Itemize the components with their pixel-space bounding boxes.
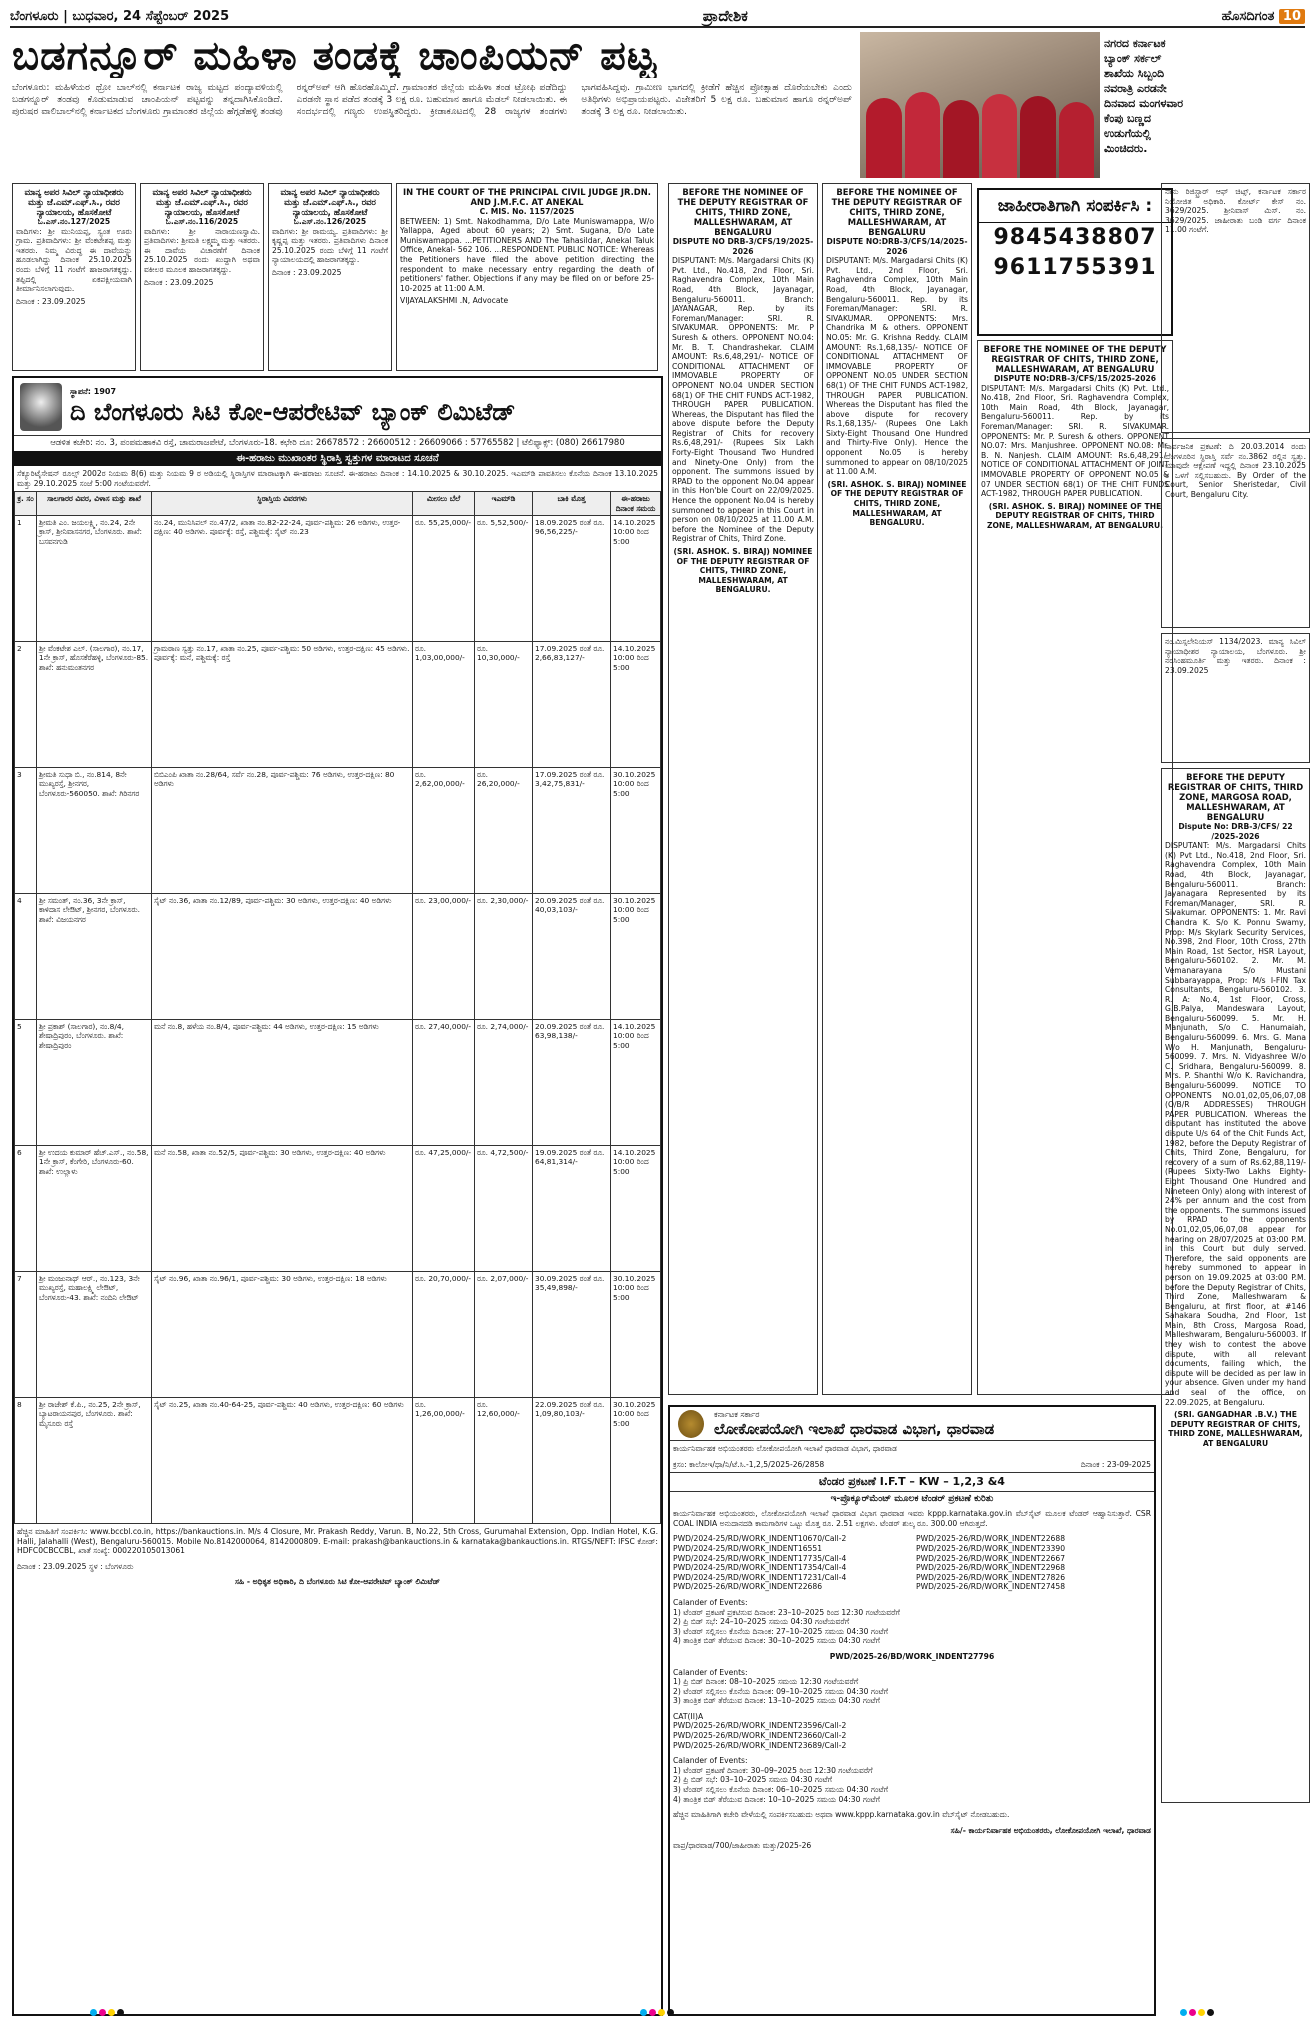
right-notice-2: ಸಾರ್ವಜನಿಕ ಪ್ರಕಟಣೆ: ದಿ 20.03.2014 ರಂದು ಬೆಂಗಳೂರಿನ ಸ್ಥಿರಾಸ್ತಿ ಸರ್ವೆ ನಂ.3862 ರಲ್ಲಿನ ಸ್ವತ್ತು. ಯಾವುದೇ ಆಕ್ಷೇಪಣೆ ಇದ್ದಲ್ಲಿ ದಿನಾಂಕ 23.10.2025 ರ ಒಳಗೆ ಸಲ್ಲಿಸಬಹುದು. By Order of the Court, Senior Sheristedar, Civil Court, Bengaluru City. bbox=[1161, 438, 1310, 628]
table-cell: ಸೈಟ್ ನಂ.96, ಖಾತಾ ನಂ.96/1, ಪೂರ್ವ-ಪಶ್ಚಿಮ: 30 ಅಡಿಗಳು, ಉತ್ತರ-ದಕ್ಷಿಣ: 18 ಅಡಿಗಳು bbox=[152, 1272, 413, 1398]
table-row bbox=[15, 894, 661, 1020]
tender-sign: ಸಹಿ/- ಕಾರ್ಯನಿರ್ವಾಹಕ ಅಭಿಯಂತರರು, ಲೋಕೋಪಯೋಗಿ ಇಲಾಖೆ, ಧಾರವಾಡ bbox=[950, 1825, 1151, 1835]
tender-heading: ಇ-ಪ್ರೊಕ್ಯೂರ್‌ಮೆಂಟ್ ಮೂಲಕ ಟೆಂಡರ್ ಪ್ರಕಟಣೆ ಕುರಿತು bbox=[830, 1494, 994, 1505]
masthead bbox=[10, 6, 1305, 28]
list-item: 1) ಟೆಂಡರ್ ಪ್ರಕಟಣೆ ದಿನಾಂಕ: 30–09–2025 ರಿಂದ 12:30 ಗಂಟೆಯವರೆಗೆ bbox=[673, 1765, 873, 1775]
list-item: PWD/2025-26/RD/WORK_INDENT27458 bbox=[916, 1582, 1066, 1592]
table-cell: ರೂ. 23,00,000/- bbox=[413, 894, 475, 1020]
table-cell: 19.09.2025 ರಂತೆ ರೂ. 64,81,314/- bbox=[533, 1146, 611, 1272]
list-item: CAT(II)A bbox=[673, 1711, 704, 1721]
table-cell: 30.10.2025 10:00 ರಿಂದ 5:00 bbox=[611, 768, 661, 894]
headline: ಬಡಗನ್ನೂರ್ ಮಹಿಳಾ ತಂಡಕ್ಕೆ ಚಾಂಪಿಯನ್ ಪಟ್ಟ bbox=[12, 32, 657, 78]
table-cell: 20.09.2025 ರಂತೆ ರೂ. 63,98,138/- bbox=[533, 1020, 611, 1146]
table-cell: ರೂ. 2,62,00,000/- bbox=[413, 768, 475, 894]
table-cell: 30.10.2025 10:00 ರಿಂದ 5:00 bbox=[611, 1272, 661, 1398]
table-cell: ರೂ. 2,07,000/- bbox=[475, 1272, 533, 1398]
table-cell: ರೂ. 27,40,000/- bbox=[413, 1020, 475, 1146]
table-cell: ರೂ. 4,72,500/- bbox=[475, 1146, 533, 1272]
list-item: PWD/2025-26/RD/WORK_INDENT22667 bbox=[916, 1553, 1066, 1563]
page-number: 10 bbox=[1279, 9, 1305, 24]
tender-body: ಕಾರ್ಯನಿರ್ವಾಹಕ ಅಭಿಯಂತರರು, ಲೋಕೋಪಯೋಗಿ ಇಲಾಖೆ ಧಾರವಾಡ ವಿಭಾಗ ಧಾರವಾಡ ಇವರು kppp.karnataka.gov.in ವೆಬ್‌ಸೈಟ್ ಮೂಲಕ ಟೆಂಡರ್ ಆಹ್ವಾನಿಸುತ್ತಾರೆ. CSR COAL INDIA ಅನುದಾನದಡಿ ಕಾಮಗಾರಿಗಳ ಒಟ್ಟು ಮೊತ್ತ ರೂ. 2.51 ಲಕ್ಷಗಳು. ಟೆಂಡರ್ ಶುಲ್ಕ ರೂ. 300.00 ಆಗಿರುತ್ತದೆ. bbox=[673, 1509, 1151, 1528]
list-item: PWD/2024-25/RD/WORK_INDENT10670/Call-2 bbox=[673, 1534, 847, 1544]
list-item: 2) ಪ್ರಿ ಬಿಡ್ ಸಭೆ: 03–10–2025 ಸಮಯ 04:30 ಗಂಟೆಗೆ bbox=[673, 1775, 833, 1785]
table-cell: 20.09.2025 ರಂತೆ ರೂ. 40,03,103/- bbox=[533, 894, 611, 1020]
bank-address: ಆಡಳಿತ ಕಚೇರಿ: ನಂ. 3, ಪಂಪಮಹಾಕವಿ ರಸ್ತೆ, ಚಾಮರಾಜಪೇಟೆ, ಬೆಂಗಳೂರು-18. ಕಛೇರಿ ದೂ: 26678572 : 26600512 : 26609066 : 57765582 | ಟೆಲಿಫ್ಯಾಕ್ಸ್: (080) 26617980 bbox=[50, 438, 625, 448]
table-cell: ರೂ. 55,25,000/- bbox=[413, 516, 475, 642]
list-item: 3) ತಾಂತ್ರಿಕ ಬಿಡ್ ತೆರೆಯುವ ದಿನಾಂಕ: 13–10–2025 ಸಮಯ 04:30 ಗಂಟೆಗೆ bbox=[673, 1696, 880, 1706]
phone-2: 9611755391 bbox=[993, 255, 1157, 280]
table-cell: 18.09.2025 ರಂತೆ ರೂ. 96,56,225/- bbox=[533, 516, 611, 642]
list-item: PWD/2025-26/RD/WORK_INDENT22688 bbox=[916, 1534, 1066, 1544]
list-item: 3) ಟೆಂಡರ್ ಸಲ್ಲಿಸಲು ಕೊನೆಯ ದಿನಾಂಕ: 27–10–2025 ಸಮಯ 04:30 ಗಂಟೆಗೆ bbox=[673, 1626, 889, 1636]
tender-calendar-1 bbox=[670, 1595, 1154, 1649]
table-row bbox=[15, 768, 661, 894]
table-cell: 14.10.2025 10:00 ರಿಂದ 5:00 bbox=[611, 1020, 661, 1146]
list-item: Calander of Events: bbox=[673, 1667, 748, 1677]
bank-header bbox=[14, 378, 661, 436]
list-item: PWD/2025-26/RD/WORK_INDENT23390 bbox=[916, 1543, 1066, 1553]
masthead-brand bbox=[1222, 9, 1305, 24]
list-item: 4) ತಾಂತ್ರಿಕ ಬಿಡ್ ತೆರೆಯುವ ದಿನಾಂಕ: 10–10–2025 ಸಮಯ 04:30 ಗಂಟೆಗೆ bbox=[673, 1794, 880, 1804]
table-cell: ರೂ. 2,74,000/- bbox=[475, 1020, 533, 1146]
news-story: ಬೆಂಗಳೂರು: ಮಹಿಳೆಯರ ಥ್ರೋ ಬಾಲ್‌ನಲ್ಲಿ ಕರ್ನಾಟಕ ರಾಜ್ಯ ಮಟ್ಟದ ಪಂದ್ಯಾವಳಿಯಲ್ಲಿ ಬಡಗನ್ನೂರ್ ತಂಡವು ಕೊಡುಮಾಡುವ ಚಾಂಪಿಯನ್ ಪಟ್ಟವನ್ನು ತನ್ನದಾಗಿಸಿಕೊಂಡಿದೆ. ಪುರುಷರ ವಾಲಿಬಾಲ್‌ನಲ್ಲಿ ಕರ್ನಾಟಕದ ಬೆಂಗಳೂರು ಗ್ರಾಮಾಂತರ ಜಿಲ್ಲೆಯ ಹೆಗ್ಗಡೆಹಳ್ಳಿ ತಂಡವು ರನ್ನರ್‌ಅಪ್ ಆಗಿ ಹೊರಹೊಮ್ಮಿದೆ. ಗ್ರಾಮಾಂತರ ಜಿಲ್ಲೆಯ ಮಹಿಳಾ ತಂಡ ಟ್ರೋಫಿ ಪಡೆದಿದ್ದು ಎರಡನೇ ಸ್ಥಾನ ಪಡೆದ ತಂಡಕ್ಕೆ 3 ಲಕ್ಷ ರೂ. ಬಹುಮಾನ ಹಾಗೂ ಮೆಡಲ್ ನೀಡಲಾಯಿತು. ಈ ಸಂದರ್ಭದಲ್ಲಿ ಗಣ್ಯರು ಉಪಸ್ಥಿತರಿದ್ದರು. ಕ್ರೀಡಾಕೂಟದಲ್ಲಿ 28 ರಾಜ್ಯಗಳ ತಂಡಗಳು ಭಾಗವಹಿಸಿದ್ದವು. ಗ್ರಾಮೀಣ ಭಾಗದಲ್ಲಿ ಕ್ರೀಡೆಗೆ ಹೆಚ್ಚಿನ ಪ್ರೋತ್ಸಾಹ ದೊರೆಯಬೇಕು ಎಂದು ಅತಿಥಿಗಳು ಅಭಿಪ್ರಾಯಪಟ್ಟರು. ವಿಜೇತರಿಗೆ 5 ಲಕ್ಷ ರೂ. ಬಹುಮಾನ ಹಾಗೂ ರನ್ನರ್‌ಅಪ್ ತಂಡಕ್ಕೆ 3 ಲಕ್ಷ ರೂ. ನೀಡಲಾಯಿತು. bbox=[12, 82, 852, 117]
table-cell: ಶ್ರೀ ರಾಜೇಶ್ ಕೆ.ಪಿ., ನಂ.25, 2ನೇ ಕ್ರಾಸ್, ಬ್ಯಾಟರಾಯನಪುರ, ಬೆಂಗಳೂರು. ಶಾಖೆ: ಮೈಸೂರು ರಸ್ತೆ bbox=[37, 1398, 152, 1524]
table-cell: ರೂ. 1,03,00,000/- bbox=[413, 642, 475, 768]
tender-indents bbox=[670, 1531, 1154, 1595]
table-cell: ರೂ. 10,30,000/- bbox=[475, 642, 533, 768]
tender-title: ಟೆಂಡರ ಪ್ರಕಟಣೆ I.F.T – KW – 1,2,3 &4 bbox=[670, 1472, 1154, 1492]
table-cell: 14.10.2025 10:00 ರಿಂದ 5:00 bbox=[611, 1146, 661, 1272]
list-item: 2) ಟೆಂಡರ್ ಸಲ್ಲಿಸಲು ಕೊನೆಯ ದಿನಾಂಕ: 09–10–2025 ಸಮಯ 04:30 ಗಂಟೆಗೆ bbox=[673, 1686, 889, 1696]
list-item: Calander of Events: bbox=[673, 1597, 748, 1607]
table-cell: 7 bbox=[15, 1272, 37, 1398]
table-row bbox=[15, 1020, 661, 1146]
phone-1: 9845438807 bbox=[993, 225, 1157, 250]
registration-dots-mid bbox=[640, 2009, 674, 2017]
brand-name: ಹೊಸದಿಗಂತ bbox=[1221, 8, 1275, 24]
table-cell: ರೂ. 1,26,00,000/- bbox=[413, 1398, 475, 1524]
table-row bbox=[15, 642, 661, 768]
table-cell: 3 bbox=[15, 768, 37, 894]
section-name: ಪ್ರಾದೇಶಿಕ bbox=[702, 7, 748, 25]
tender-ref-row bbox=[670, 1457, 1154, 1473]
auction-footer: ಹೆಚ್ಚಿನ ಮಾಹಿತಿಗೆ ಸಂಪರ್ಕಿಸಿ: www.bccbl.co.in, https://bankauctions.in. M/s 4 Closure, Mr. Prakash Reddy, Varun. B, No.22, 5th Cross, Gurumahal Extension, Opp. Indian Hotel, K.G. Halli, Jalahalli (West), Bengaluru-560015. Mobile No.8142000064, 8142000809. E-mail: prakash@bankauctions.in & karnataka@bankauctions.in. RTGS/NEFT: IFSC ಕೋಡ್: HDFC0CBCCBL, ಖಾತೆ ಸಂಖ್ಯೆ: 000220105013061 bbox=[17, 1527, 658, 1556]
table-cell: ರೂ. 5,52,500/- bbox=[475, 516, 533, 642]
tender-calendar-2 bbox=[670, 1665, 1154, 1709]
table-cell: ನಂ.24, ಮುನಿಸಿಪಲ್ ನಂ.47/2, ಖಾತಾ ನಂ.82-22-24, ಪೂರ್ವ-ಪಶ್ಚಿಮ: 26 ಅಡಿಗಳು, ಉತ್ತರ-ದಕ್ಷಿಣ: 40 ಅಡಿಗಳು. ಪೂರ್ವಕ್ಕೆ: ರಸ್ತೆ, ಪಶ್ಚಿಮಕ್ಕೆ: ಸೈಟ್ ನಂ.23 bbox=[152, 516, 413, 642]
table-cell: ಸೈಟ್ ನಂ.25, ಖಾತಾ ನಂ.40-64-25, ಪೂರ್ವ-ಪಶ್ಚಿಮ: 40 ಅಡಿಗಳು, ಉತ್ತರ-ದಕ್ಷಿಣ: 60 ಅಡಿಗಳು bbox=[152, 1398, 413, 1524]
tender-dept: ಲೋಕೋಪಯೋಗಿ ಇಲಾಖೆ ಧಾರವಾಡ ವಿಭಾಗ, ಧಾರವಾಡ bbox=[714, 1419, 995, 1438]
table-row bbox=[15, 1398, 661, 1524]
table-cell: 14.10.2025 10:00 ರಿಂದ 5:00 bbox=[611, 516, 661, 642]
auction-sign: ಸಹಿ - ಅಧಿಕೃತ ಅಧಿಕಾರಿ, ದಿ ಬೆಂಗಳೂರು ಸಿಟಿ ಕೋ-ಆಪರೇಟಿವ್ ಬ್ಯಾಂಕ್ ಲಿಮಿಟೆಡ್ bbox=[234, 1577, 440, 1587]
court-notice-3: ಮಾನ್ಯ ಅಪರ ಸಿವಿಲ್ ನ್ಯಾಯಾಧೀಶರು ಮತ್ತು ಜೆ.ಎಮ್.ಎಫ್.ಸಿ., ರವರ ನ್ಯಾಯಾಲಯ, ಹೊಸಕೋಟೆ ಓ.ಎಸ್.ನಂ.126/2025 ವಾದಿಗಳು: ಶ್ರೀ ರಾಮಯ್ಯ. ಪ್ರತಿವಾದಿಗಳು: ಶ್ರೀ ಕೃಷ್ಣಪ್ಪ ಮತ್ತು ಇತರರು. ಪ್ರತಿವಾದಿಗಳು ದಿನಾಂಕ 25.10.2025 ರಂದು ಬೆಳಿಗ್ಗೆ 11 ಗಂಟೆಗೆ ನ್ಯಾಯಾಲಯದಲ್ಲಿ ಹಾಜರಾಗತಕ್ಕದ್ದು. ದಿನಾಂಕ : 23.09.2025 bbox=[268, 183, 392, 371]
bank-logo-icon bbox=[20, 383, 62, 431]
table-cell: ಶ್ರೀ ವೆಂಕಟೇಶ ಎಲ್. (ಸಾಲಗಾರ), ನಂ.17, 1ನೇ ಕ್ರಾಸ್, ಹೊಸಕೆರೆಹಳ್ಳಿ, ಬೆಂಗಳೂರು-85. ಶಾಖೆ: ಹನುಮಂತನಗರ bbox=[37, 642, 152, 768]
chits-notice-2: BEFORE THE NOMINEE OF THE DEPUTY REGISTRAR OF CHITS, THIRD ZONE, MALLESHWARAM, AT BENGALURU DISPUTE NO:DRB-3/CFS/14/2025-2026 DISPUTANT: M/s. Margadarsi Chits (K) Pvt. Ltd., 2nd Floor, Sri. Raghavendra Complex, 10th Main Road, 4th Block, Jayanagar, Bengaluru-560011. Rep. by its Foreman/Manager: SRI. R. SIVAKUMAR. OPPONENTS: Mrs. Chandrika M & others. OPPONENT NO.05: Mr. G. Krishna Reddy. CLAIM AMOUNT: Rs.1,68,135/- NOTICE OF CONDITIONAL ATTACHMENT OF IMMOVABLE PROPERTY OF OPPONENT NO.05 UNDER SECTION 68(1) OF THE CHIT FUNDS ACT-1982, THROUGH PAPER PUBLICATION. Whereas the Disputant has filed the above dispute for recovery Rs.1,68,135/- (Rupees One Lakh Sixty-Eight Thousand One Hundred and Thirty-Five Only). Hence the opponent No.05 is hereby summoned to appear on 08/10/2025 at 11.00 A.M. (SRI. ASHOK. S. BIRAJ) NOMINEE OF THE DEPUTY REGISTRAR OF CHITS, THIRD ZONE, MALLESHWARAM, AT BENGALURU. bbox=[822, 183, 972, 1395]
tender-calendar-3 bbox=[670, 1753, 1154, 1807]
table-row bbox=[15, 516, 661, 642]
tender-header bbox=[670, 1407, 1154, 1441]
list-item: PWD/2024-25/RD/WORK_INDENT17354/Call-4 bbox=[673, 1563, 847, 1573]
table-cell: ರೂ. 26,20,000/- bbox=[475, 768, 533, 894]
tender-govt: ಕರ್ನಾಟಕ ಸರ್ಕಾರ bbox=[714, 1409, 760, 1419]
right-notice-1: ನಾನು ರಿಜಿಸ್ಟ್ರಾರ್ ಆಫ್ ಚಿಟ್ಸ್, ಕರ್ನಾಟಕ ಸರ್ಕಾರ ನಿಯೋಜಿತ ಅಧಿಕಾರಿ. ಕೋರ್ಟ್ ಕೇಸ್ ನಂ. 3629/2025. ಶ್ರೀನಿವಾಸ್ ಮಿಸ್. ನಂ. 3629/2025. ಜಾಹೀರಾತು ಬಂಡಿ ವರ್ಗ ದಿನಾಂಕ 11.00 ಗಂಟೆಗೆ. bbox=[1161, 183, 1310, 433]
table-row bbox=[15, 1272, 661, 1398]
tender-closing: ಹೆಚ್ಚಿನ ಮಾಹಿತಿಗಾಗಿ ಕಚೇರಿ ವೇಳೆಯಲ್ಲಿ ಸಂಪರ್ಕಿಸಬಹುದು ಅಥವಾ www.kppp.karnataka.gov.in ವೆಬ್‌ಸೈಟ್ ನೋಡಬಹುದು. bbox=[673, 1810, 1010, 1820]
table-cell: 30.09.2025 ರಂತೆ ರೂ. 35,49,898/- bbox=[533, 1272, 611, 1398]
table-cell: ಶ್ರೀಮತಿ ಸುಧಾ ಬಿ., ನಂ.814, 8ನೇ ಮುಖ್ಯರಸ್ತೆ, ಶ್ರೀನಗರ, ಬೆಂಗಳೂರು-560050. ಶಾಖೆ: ಗಿರಿನಗರ bbox=[37, 768, 152, 894]
list-item: PWD/2025-26/RD/WORK_INDENT23596/Call-2 bbox=[673, 1721, 847, 1731]
list-item: PWD/2025-26/RD/WORK_INDENT22968 bbox=[916, 1563, 1066, 1573]
list-item: 1) ಪ್ರಿ ಬಿಡ್ ದಿನಾಂಕ: 08–10–2025 ಸಮಯ 12:30 ಗಂಟೆಯವರೆಗೆ bbox=[673, 1677, 859, 1687]
table-cell: ಶ್ರೀ ಉದಯ ಕುಮಾರ್ ಹೆಚ್.ಎಸ್., ನಂ.58, 1ನೇ ಕ್ರಾಸ್, ಕೆಂಗೇರಿ, ಬೆಂಗಳೂರು-60. ಶಾಖೆ: ಉಲ್ಲಾಳು bbox=[37, 1146, 152, 1272]
bank-name: ದಿ ಬೆಂಗಳೂರು ಸಿಟಿ ಕೋ-ಆಪರೇಟಿವ್ ಬ್ಯಾಂಕ್ ಲಿಮಿಟೆಡ್ bbox=[70, 397, 516, 426]
list-item: 1) ಟೆಂಡರ್ ಪ್ರಕಟಣೆ ಪ್ರಕಟಿಸುವ ದಿನಾಂಕ: 23–10–2025 ರಿಂದ 12:30 ಗಂಟೆಯವರೆಗೆ bbox=[673, 1607, 900, 1617]
table-cell: ಮನೆ ನಂ.58, ಖಾತಾ ನಂ.52/5, ಪೂರ್ವ-ಪಶ್ಚಿಮ: 30 ಅಡಿಗಳು, ಉತ್ತರ-ದಕ್ಷಿಣ: 40 ಅಡಿಗಳು bbox=[152, 1146, 413, 1272]
table-cell: ರೂ. 20,70,000/- bbox=[413, 1272, 475, 1398]
court-notice-1: ಮಾನ್ಯ ಅಪರ ಸಿವಿಲ್ ನ್ಯಾಯಾಧೀಶರು ಮತ್ತು ಜೆ.ಎಮ್.ಎಫ್.ಸಿ., ರವರ ನ್ಯಾಯಾಲಯ, ಹೊಸಕೋಟೆ ಓ.ಎಸ್.ನಂ.127/2025 ವಾದಿಗಳು: ಶ್ರೀ ಮುನಿಯಪ್ಪ, ಸ್ವಂತ ಊರು ಗ್ರಾಮ. ಪ್ರತಿವಾದಿಗಳು: ಶ್ರೀ ವೆಂಕಟೇಶಪ್ಪ ಮತ್ತು ಇತರರು. ನಿಮ್ಮ ವಿರುದ್ಧ ಈ ದಾವೆಯನ್ನು ಹೂಡಲಾಗಿದ್ದು ದಿನಾಂಕ 25.10.2025 ರಂದು ಬೆಳಿಗ್ಗೆ 11 ಗಂಟೆಗೆ ಹಾಜರಾಗತಕ್ಕದ್ದು. ತಪ್ಪಿದಲ್ಲಿ ಏಕಪಕ್ಷೀಯವಾಗಿ ತೀರ್ಮಾನಿಸಲಾಗುವುದು. ದಿನಾಂಕ : 23.09.2025 bbox=[12, 183, 136, 371]
tender-date: ದಿನಾಂಕ : 23-09-2025 bbox=[1080, 1459, 1151, 1469]
list-item: PWD/2025-26/RD/WORK_INDENT27826 bbox=[916, 1572, 1066, 1582]
table-cell: 2 bbox=[15, 642, 37, 768]
right-chits-notice: BEFORE THE DEPUTY REGISTRAR OF CHITS, THIRD ZONE, MARGOSA ROAD, MALLESHWARAM, AT BENGALURU Dispute No: DRB-3/CFS/ 22 /2025-2026 DISPUTANT: M/s. Margadarsi Chits (K) Pvt Ltd., No.418, 2nd Floor, Sri. Raghavendra Complex, 10th Main Road, 4th Block, Jayanagar, Bengaluru-560011. Branch: Jayanagara Represented by its Foreman/Manager, SRI. R. Sivakumar. OPPONENTS: 1. Mr. Ravi Chandra K. S/o K. Ponnu Swamy, Prop: M/s Skylark Security Services, No.398, 2nd Floor, 10th Cross, 27th Main Road, 1st Sector, HSR Layout, Bengaluru-560102. 2. Mr. M. Vemanarayana S/o Mustani Subbarayappa, Prop: M/s I-FIN Tax Consultants, Bengaluru-560102. 3. R. A: No.4, 1st Floor, Cross, G.B.Palya, Mandeswara Layout, Bengaluru-560099. 5. Mr. H. Manjunath, S/o C. Hanumaiah, Bengaluru-560099. 6. Mrs. G. Mana W/o H. Manjunath, Bengaluru-560099. 7. Mrs. N. Vidyashree W/o C. Sridhara, Bengaluru-560099. 8. Mrs. P. Shanthi W/o K. Ravichandra, Bengaluru-560099. NOTICE TO OPPONENTS NO.01,02,05,06,07,08 (O/B/R ADDRESSES) THROUGH PAPER PUBLICATION. Whereas the disputant has instituted the above dispute U/s 64 of the Chit Funds Act, 1982, before the Deputy Registrar of Chits, Third Zone, Bengaluru, for recovery of a sum of Rs.62,88,119/- (Rupees Sixty-Two Lakhs Eighty-Eight Thousand One Hundred and Nineteen Only) along with interest of 24% per annum and the cost from the opponents. The summons issued by RPAD to the opponents No.01,02,05,06,07,08 appear for hearing on 28/07/2025 at 03:00 P.M. in this Court but duly served. Therefore, the said opponents are hereby summoned to appear in person on 19.09.2025 at 03:00 P.M. before the Deputy Registrar of Chits, Third Zone, Malleshwaram & Bengaluru, at first floor, at #146 Sahakara Soudha, 2nd Floor, 1st Main, 8th Cross, Margosa Road, Malleshwaram, Bengaluru-560003. If they wish to contest the above dispute, with all relevant documents, failing which, the dispute will be decided as per law in your absence. Given under my hand and seal of the office, on 22.09.2025, at Bengaluru. (SRI. GANGADHAR .B.V.) THE DEPUTY REGISTRAR OF CHITS, THIRD ZONE, MALLESHWARAM, AT BENGALURU bbox=[1161, 768, 1310, 1803]
table-cell: 4 bbox=[15, 894, 37, 1020]
table-cell: ಶ್ರೀ ಸಮಂತ್, ನಂ.36, 3ನೇ ಕ್ರಾಸ್, ಕಾಳಿದಾಸ ಲೇಔಟ್, ಶ್ರೀನಗರ, ಬೆಂಗಳೂರು. ಶಾಖೆ: ವಿಜಯನಗರ bbox=[37, 894, 152, 1020]
table-cell: ರೂ. 12,60,000/- bbox=[475, 1398, 533, 1524]
bank-estd: ಸ್ಥಾಪನೆ: 1907 bbox=[70, 387, 117, 396]
govt-emblem-icon bbox=[678, 1410, 704, 1438]
table-cell: 8 bbox=[15, 1398, 37, 1524]
list-item: PWD/2024-25/RD/WORK_INDENT17231/Call-4 bbox=[673, 1572, 847, 1582]
photo-caption: ನಗರದ ಕರ್ನಾಟಕ ಬ್ಯಾಂಕ್ ಸರ್ಕಲ್ ಶಾಖೆಯ ಸಿಬ್ಬಂದಿ ನವರಾತ್ರಿ ಎರಡನೇ ದಿನವಾದ ಮಂಗಳವಾರ ಕೆಂಪು ಬಣ್ಣದ ಉಡುಗೆಯಲ್ಲಿ ಮಿಂಚಿದರು. bbox=[1104, 37, 1184, 155]
table-cell: 30.10.2025 10:00 ರಿಂದ 5:00 bbox=[611, 1398, 661, 1524]
ad-contact-box bbox=[977, 188, 1173, 336]
table-cell: 17.09.2025 ರಂತೆ ರೂ. 2,66,83,127/- bbox=[533, 642, 611, 768]
chits-notice-1: BEFORE THE NOMINEE OF THE DEPUTY REGISTRAR OF CHITS, THIRD ZONE, MALLESHWARAM, AT BENGALURU DISPUTE NO DRB-3/CFS/19/2025-2026 DISPUTANT: M/s. Margadarsi Chits (K) Pvt. Ltd., No.418, 2nd Floor, Sri. Raghavendra Complex, 10th Main Road, 4th Block, Jayanagar, Bengaluru-560011. Branch: JAYANAGAR, Rep. by its Foreman/Manager: SRI. R. SIVAKUMAR. OPPONENTS: Mr. P Suresh & others. OPPONENT NO.04: Mr. B. T. Chandrashekar. CLAIM AMOUNT: Rs.6,48,291/- NOTICE OF CONDITIONAL ATTACHMENT OF IMMOVABLE PROPERTY OF OPPONENT NO.04 UNDER SECTION 68(1) OF THE CHIT FUNDS ACT-1982, THROUGH PAPER PUBLICATION. Whereas, the Disputant has filed the above dispute before the Deputy Registrar of Chits for recovery Rs.6,48,291/- (Rupees Six Lakh Forty-Eight Thousand Two Hundred and Ninety-One Only) from the opponent. The summons issued by RPAD to the opponent No.04 appear in this Hon'ble Court on 22/09/2025. Hence the opponent No.04 is hereby summoned to appear in this Court in person on 08/10/2025 at 11.00 A.M. before the Nominee of the Deputy Registrar of Chits, Third Zone. (SRI. ASHOK. S. BIRAJ) NOMINEE OF THE DEPUTY REGISTRAR OF CHITS, THIRD ZONE, MALLESHWARAM, AT BENGALURU. bbox=[668, 183, 818, 1395]
table-cell: ರೂ. 47,25,000/- bbox=[413, 1146, 475, 1272]
court-notice-4: IN THE COURT OF THE PRINCIPAL CIVIL JUDGE JR.DN. AND J.M.F.C. AT ANEKAL C. MIS. No. 1157/2025 BETWEEN: 1) Smt. Nakodhamma, D/o Late Muniswamappa, W/o Yallappa, Aged about 60 years; 2) Smt. Sugana, D/o Late Muniswamappa. ...PETITIONERS AND The Tahasildar, Anekal Taluk Office, Anekal- 562 106. ...RESPONDENT. PUBLIC NOTICE: Whereas the Petitioners have filed the above petition directing the respondent to make necessary entry regarding the death of petitioners' father. Objections if any may be filed on or before 25-10-2025 at 11:00 A.M. VIJAYALAKSHMI .N, Advocate bbox=[396, 183, 658, 371]
ad-contact-title: ಜಾಹೀರಾತಿಗಾಗಿ ಸಂಪರ್ಕಿಸಿ : bbox=[979, 190, 1171, 223]
table-cell: 17.09.2025 ರಂತೆ ರೂ. 3,42,75,831/- bbox=[533, 768, 611, 894]
court-notice-2: ಮಾನ್ಯ ಅಪರ ಸಿವಿಲ್ ನ್ಯಾಯಾಧೀಶರು ಮತ್ತು ಜೆ.ಎಮ್.ಎಫ್.ಸಿ., ರವರ ನ್ಯಾಯಾಲಯ, ಹೊಸಕೋಟೆ ಓ.ಎಸ್.ನಂ.116/2025 ವಾದಿಗಳು: ಶ್ರೀ ನಾರಾಯಣಸ್ವಾಮಿ. ಪ್ರತಿವಾದಿಗಳು: ಶ್ರೀಮತಿ ಲಕ್ಷ್ಮಮ್ಮ ಮತ್ತು ಇತರರು. ಈ ದಾವೆಯ ವಿಚಾರಣೆಗೆ ದಿನಾಂಕ 25.10.2025 ರಂದು ಖುದ್ದಾಗಿ ಅಥವಾ ವಕೀಲರ ಮೂಲಕ ಹಾಜರಾಗತಕ್ಕದ್ದು. ದಿನಾಂಕ : 23.09.2025 bbox=[140, 183, 264, 371]
chits-notice-3: BEFORE THE NOMINEE OF THE DEPUTY REGISTRAR OF CHITS, THIRD ZONE, MALLESHWARAM, AT BENGALURU DISPUTE NO:DRB-3/CFS/15/2025-2026 DISPUTANT: M/s. Margadarsi Chits (K) Pvt. Ltd., No.418, 2nd Floor, Sri. Raghavendra Complex, 10th Main Road, 4th Block, Jayanagar, Bengaluru-560011. Rep. by its Foreman/Manager: SRI. R. SIVAKUMAR. OPPONENTS: Mr. P. Suresh & others. OPPONENT NO.07: Mrs. Manjushree. OPPONENT NO.08: Mr. B. N. Nanjesh. CLAIM AMOUNT: Rs.6,48,291/- NOTICE OF CONDITIONAL ATTACHMENT OF JOINT IMMOVABLE PROPERTY OF OPPONENT NO.05 & 07 UNDER SECTION 68(1) OF THE CHIT FUNDS ACT-1982, THROUGH PAPER PUBLICATION. (SRI. ASHOK. S. BIRAJ) NOMINEE OF THE DEPUTY REGISTRAR OF CHITS, THIRD ZONE, MALLESHWARAM, AT BENGALURU. bbox=[977, 340, 1173, 1395]
list-item: PWD/2025-26/RD/WORK_INDENT23689/Call-2 bbox=[673, 1740, 847, 1750]
list-item: 2) ಪ್ರಿ ಬಿಡ್ ಸಭೆ: 24–10–2025 ಸಮಯ 04:30 ಗಂಟೆಯವರೆಗೆ bbox=[673, 1617, 850, 1627]
news-photo bbox=[860, 32, 1100, 178]
tender-group-3 bbox=[670, 1709, 1154, 1753]
table-cell: 5 bbox=[15, 1020, 37, 1146]
auction-table-header: ಕ್ರ. ಸಂ ಸಾಲಗಾರರ ವಿವರ, ವಿಳಾಸ ಮತ್ತು ಶಾಖೆ ಸ್ಥಿರಾಸ್ತಿಯ ವಿವರಗಳು ಮೀಸಲು ಬೆಲೆ ಇಎಮ್‌ಡಿ ಬಾಕಿ ಮೊತ್ತ ಈ-ಹರಾಜು ದಿನಾಂಕ ಸಮಯ bbox=[15, 492, 661, 516]
list-item: Calander of Events: bbox=[673, 1756, 748, 1766]
table-cell: ಮನೆ ನಂ.8, ಹಳೆಯ ನಂ.8/4, ಪೂರ್ವ-ಪಶ್ಚಿಮ: 44 ಅಡಿಗಳು, ಉತ್ತರ-ದಕ್ಷಿಣ: 15 ಅಡಿಗಳು bbox=[152, 1020, 413, 1146]
table-cell: 14.10.2025 10:00 ರಿಂದ 5:00 bbox=[611, 642, 661, 768]
tender-dipr: ವಾಪ್ರ/ಧಾರವಾಡ/700/ಜಾಹೀರಾತು ಮತ್ತು/2025-26 bbox=[673, 1841, 812, 1851]
list-item: PWD/2025-26/RD/WORK_INDENT23660/Call-2 bbox=[673, 1731, 847, 1741]
tender-group-2: PWD/2025-26/BD/WORK_INDENT27796 bbox=[829, 1651, 995, 1661]
table-cell: ಗ್ರಾಮಠಾಣ ಸ್ವತ್ತು ನಂ.17, ಖಾತಾ ನಂ.25, ಪೂರ್ವ-ಪಶ್ಚಿಮ: 50 ಅಡಿಗಳು, ಉತ್ತರ-ದಕ್ಷಿಣ: 45 ಅಡಿಗಳು. ಪೂರ್ವಕ್ಕೆ: ಮನೆ, ಪಶ್ಚಿಮಕ್ಕೆ: ರಸ್ತೆ bbox=[152, 642, 413, 768]
auction-band: ಈ-ಹರಾಜು ಮುಖಾಂತರ ಸ್ಥಿರಾಸ್ತಿ ಸ್ವತ್ತುಗಳ ಮಾರಾಟದ ಸೂಚನೆ bbox=[14, 451, 661, 466]
bank-auction-notice bbox=[12, 376, 663, 2016]
table-cell: ಬಿಬಿಎಂಪಿ ಖಾತಾ ನಂ.28/64, ಸರ್ವೆ ನಂ.28, ಪೂರ್ವ-ಪಶ್ಚಿಮ: 76 ಅಡಿಗಳು, ಉತ್ತರ-ದಕ್ಷಿಣ: 80 ಅಡಿಗಳು bbox=[152, 768, 413, 894]
list-item: PWD/2024-25/RD/WORK_INDENT17735/Call-4 bbox=[673, 1553, 847, 1563]
table-cell: ಶ್ರೀ ಪ್ರಕಾಶ್ (ಸಾಲಗಾರ), ನಂ.8/4, ಶೇಷಾದ್ರಿಪುರಂ, ಬೆಂಗಳೂರು. ಶಾಖೆ: ಶೇಷಾದ್ರಿಪುರಂ bbox=[37, 1020, 152, 1146]
table-cell: 30.10.2025 10:00 ರಿಂದ 5:00 bbox=[611, 894, 661, 1020]
right-column bbox=[1161, 183, 1310, 2016]
table-cell: ರೂ. 2,30,000/- bbox=[475, 894, 533, 1020]
list-item: PWD/2025-26/RD/WORK_INDENT22686 bbox=[673, 1582, 823, 1592]
registration-dots-right bbox=[1180, 2009, 1214, 2017]
table-cell: 1 bbox=[15, 516, 37, 642]
auction-date: ದಿನಾಂಕ : 23.09.2025 ಸ್ಥಳ : ಬೆಂಗಳೂರು bbox=[17, 1561, 134, 1571]
tender-sub: ಕಾರ್ಯನಿರ್ವಾಹಕ ಅಭಿಯಂತರರು ಲೋಕೋಪಯೋಗಿ ಇಲಾಖೆ ಧಾರವಾಡ ವಿಭಾಗ, ಧಾರವಾಡ bbox=[673, 1444, 897, 1453]
table-cell: ಶ್ರೀ ಮಂಜುನಾಥ್ ಆರ್., ನಂ.123, 3ನೇ ಮುಖ್ಯರಸ್ತೆ, ಮಹಾಲಕ್ಷ್ಮಿ ಲೇಔಟ್, ಬೆಂಗಳೂರು-43. ಶಾಖೆ: ನಂದಿನಿ ಲೇಔಟ್ bbox=[37, 1272, 152, 1398]
right-notice-3: ನಂ.ಮಿಸ್ಸಲೇನಿಯಸ್ 1134/2023. ಮಾನ್ಯ ಸಿವಿಲ್ ನ್ಯಾಯಾಧೀಶರ ನ್ಯಾಯಾಲಯ, ಬೆಂಗಳೂರು. ಶ್ರೀ ನರಸಿಂಹಮೂರ್ತಿ ಮತ್ತು ಇತರರು. ದಿನಾಂಕ : 23.09.2025 bbox=[1161, 633, 1310, 763]
masthead-date: ಬೆಂಗಳೂರು | ಬುಧವಾರ, 24 ಸೆಪ್ಟೆಂಬರ್ 2025 bbox=[10, 8, 230, 24]
tender-notice bbox=[668, 1405, 1156, 2016]
auction-intro: ಸೆಕ್ಯೂರಿಟೈಸೇಷನ್ ರೂಲ್ಸ್ 2002ರ ನಿಯಮ 8(6) ಮತ್ತು ನಿಯಮ 9 ರ ಅಡಿಯಲ್ಲಿ ಸ್ಥಿರಾಸ್ತಿಗಳ ಮಾರಾಟಕ್ಕಾಗಿ ಈ-ಹರಾಜು ಸೂಚನೆ. ಈ-ಹರಾಜು ದಿನಾಂಕ : 14.10.2025 & 30.10.2025. ಇಎಮ್‌ಡಿ ಪಾವತಿಸಲು ಕೊನೆಯ ದಿನಾಂಕ 13.10.2025 ಮತ್ತು 29.10.2025 ಸಂಜೆ 5:00 ಗಂಟೆಯವರೆಗೆ. bbox=[17, 469, 658, 488]
table-cell: ಸೈಟ್ ನಂ.36, ಖಾತಾ ನಂ.12/89, ಪೂರ್ವ-ಪಶ್ಚಿಮ: 30 ಅಡಿಗಳು, ಉತ್ತರ-ದಕ್ಷಿಣ: 40 ಅಡಿಗಳು bbox=[152, 894, 413, 1020]
list-item: 4) ತಾಂತ್ರಿಕ ಬಿಡ್ ತೆರೆಯುವ ದಿನಾಂಕ: 30–10–2025 ಸಮಯ 04:30 ಗಂಟೆಗೆ bbox=[673, 1636, 880, 1646]
list-item: 3) ಟೆಂಡರ್ ಸಲ್ಲಿಸಲು ಕೊನೆಯ ದಿನಾಂಕ: 06–10–2025 ಸಮಯ 04:30 ಗಂಟೆಗೆ bbox=[673, 1785, 889, 1795]
tender-ref: ಕ್ರಸಂ: ಕಾಲೋಇ/ಧಾ/ನಿ/ಟೆ.ಸಿ.-1,2,5/2025-26/2858 bbox=[673, 1459, 825, 1469]
list-item: PWD/2024-25/RD/WORK_INDENT16551 bbox=[673, 1543, 823, 1553]
table-row bbox=[15, 1146, 661, 1272]
table-cell: 6 bbox=[15, 1146, 37, 1272]
auction-table bbox=[14, 491, 661, 1524]
registration-dots-left bbox=[90, 2009, 124, 2017]
table-cell: ಶ್ರೀಮತಿ ಎಂ. ಜಯಲಕ್ಷ್ಮಿ, ನಂ.24, 2ನೇ ಕ್ರಾಸ್, ಶ್ರೀನಿವಾಸನಗರ, ಬೆಂಗಳೂರು. ಶಾಖೆ: ಬಸವನಗುಡಿ bbox=[37, 516, 152, 642]
table-cell: 22.09.2025 ರಂತೆ ರೂ. 1,09,80,103/- bbox=[533, 1398, 611, 1524]
